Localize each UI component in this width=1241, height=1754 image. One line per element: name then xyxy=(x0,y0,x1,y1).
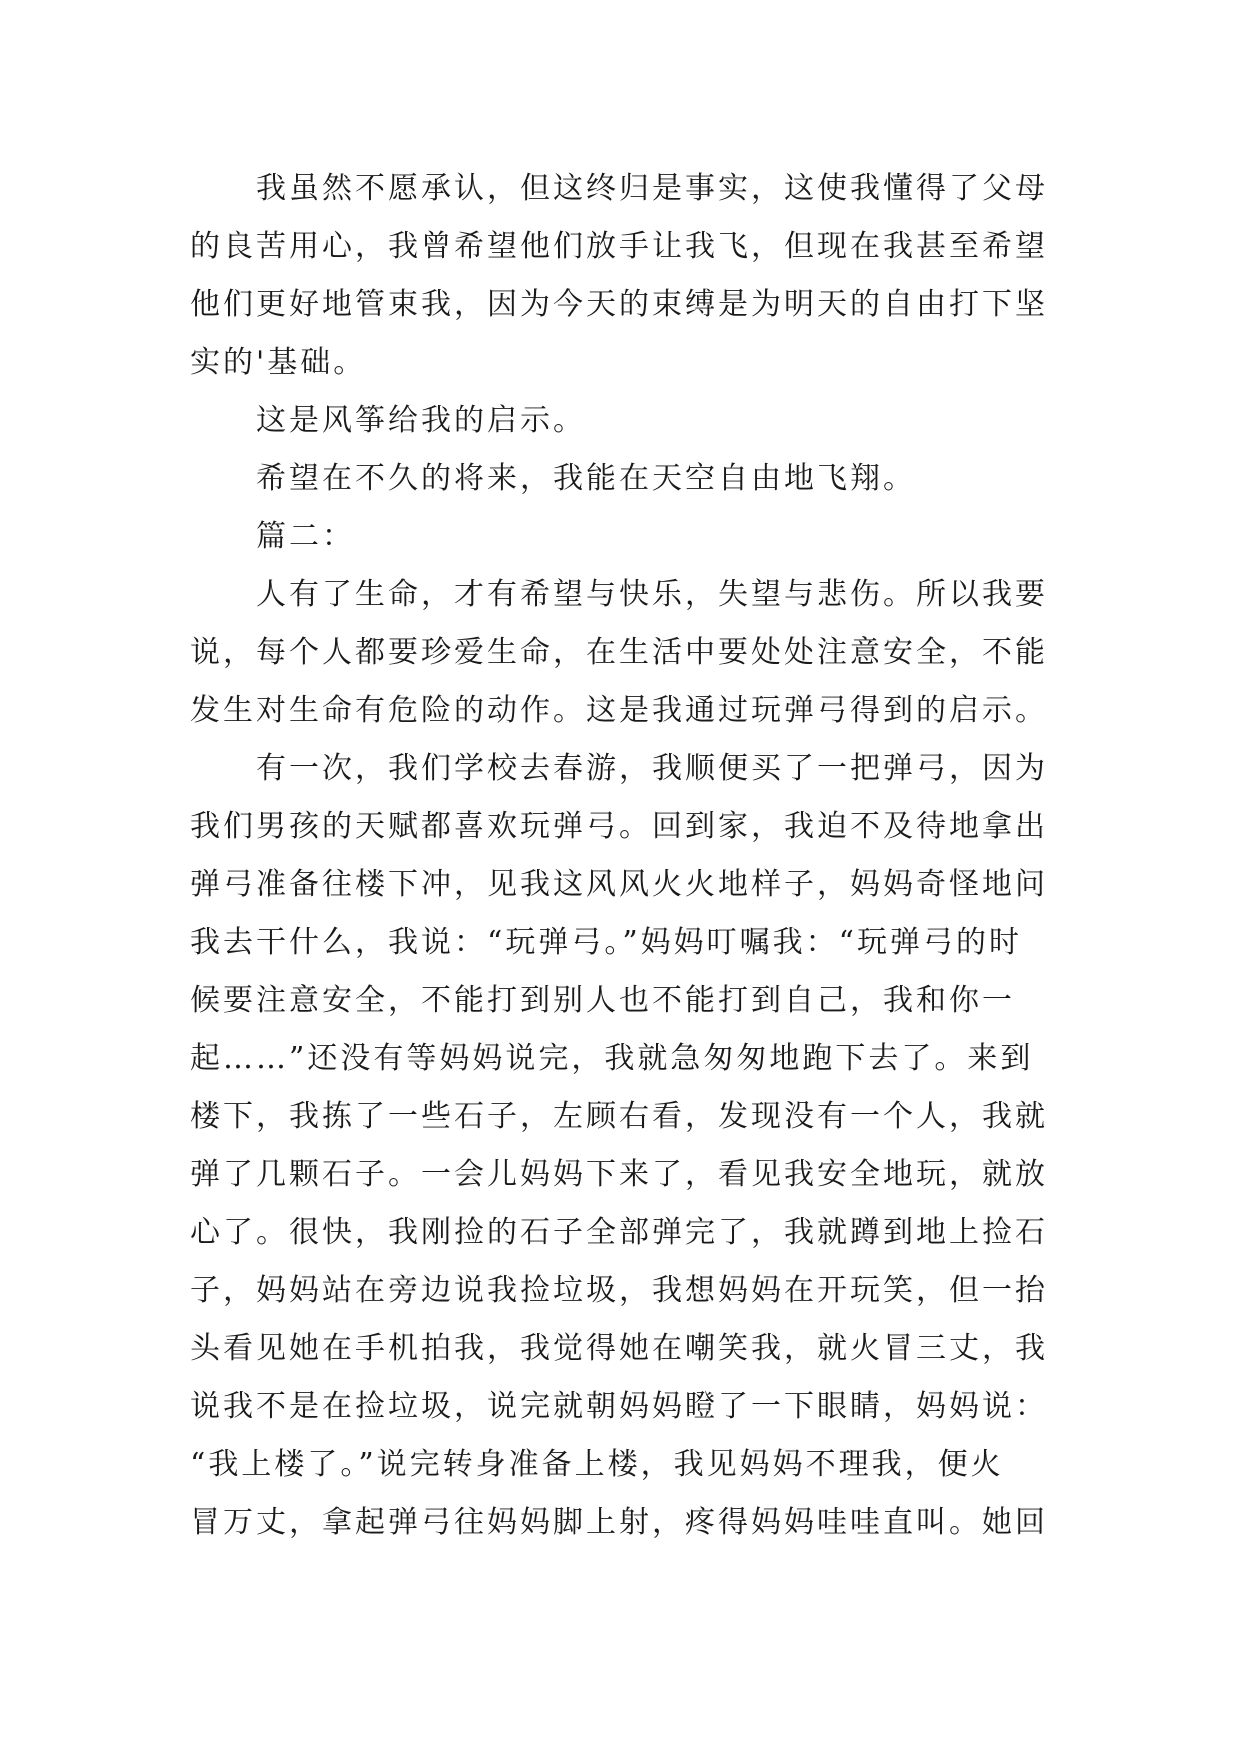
text-line-16: 起……”还没有等妈妈说完，我就急匆匆地跑下去了。来到 xyxy=(190,1041,1034,1076)
text-line-3: 他们更好地管束我，因为今天的束缚是为明天的自由打下坚 xyxy=(190,287,1048,322)
text-line-1: 我虽然不愿承认，但这终归是事实，这使我懂得了父母 xyxy=(256,171,1048,206)
text-line-5: 这是风筝给我的启示。 xyxy=(256,403,586,438)
text-line-22: 说我不是在捡垃圾，说完就朝妈妈瞪了一下眼睛，妈妈说： xyxy=(190,1389,1048,1424)
document-body xyxy=(190,160,1070,1552)
text-line-15: 候要注意安全，不能打到别人也不能打到自己，我和你一 xyxy=(190,983,1015,1018)
text-line-11: 有一次，我们学校去春游，我顺便买了一把弹弓，因为 xyxy=(256,751,1048,786)
text-line-13: 弹弓准备往楼下冲，见我这风风火火地样子，妈妈奇怪地问 xyxy=(190,867,1048,902)
text-line-17: 楼下，我拣了一些石子，左顾右看，发现没有一个人，我就 xyxy=(190,1099,1048,1134)
text-line-10: 发生对生命有危险的动作。这是我通过玩弹弓得到的启示。 xyxy=(190,693,1048,728)
text-line-8: 人有了生命，才有希望与快乐，失望与悲伤。所以我要 xyxy=(256,577,1048,612)
text-line-9: 说，每个人都要珍爱生命，在生活中要处处注意安全，不能 xyxy=(190,635,1048,670)
text-line-14: 我去干什么，我说：“玩弹弓。”妈妈叮嘱我：“玩弹弓的时 xyxy=(190,925,1023,960)
text-line-23: “我上楼了。”说完转身准备上楼，我见妈妈不理我，便火 xyxy=(190,1447,1004,1482)
text-line-19: 心了。很快，我刚捡的石子全部弹完了，我就蹲到地上捡石 xyxy=(190,1215,1048,1250)
text-line-24: 冒万丈，拿起弹弓往妈妈脚上射，疼得妈妈哇哇直叫。她回 xyxy=(190,1505,1048,1540)
text-line-18: 弹了几颗石子。一会儿妈妈下来了，看见我安全地玩，就放 xyxy=(190,1157,1048,1192)
text-line-21: 头看见她在手机拍我，我觉得她在嘲笑我，就火冒三丈，我 xyxy=(190,1331,1048,1366)
text-line-2: 的良苦用心，我曾希望他们放手让我飞，但现在我甚至希望 xyxy=(190,229,1048,264)
section-heading: 篇二： xyxy=(256,519,355,554)
text-line-20: 子，妈妈站在旁边说我捡垃圾，我想妈妈在开玩笑，但一抬 xyxy=(190,1273,1048,1308)
text-line-4: 实的'基础。 xyxy=(190,345,367,380)
text-line-6: 希望在不久的将来，我能在天空自由地飞翔。 xyxy=(256,461,916,496)
text-line-12: 我们男孩的天赋都喜欢玩弹弓。回到家，我迫不及待地拿出 xyxy=(190,809,1048,844)
